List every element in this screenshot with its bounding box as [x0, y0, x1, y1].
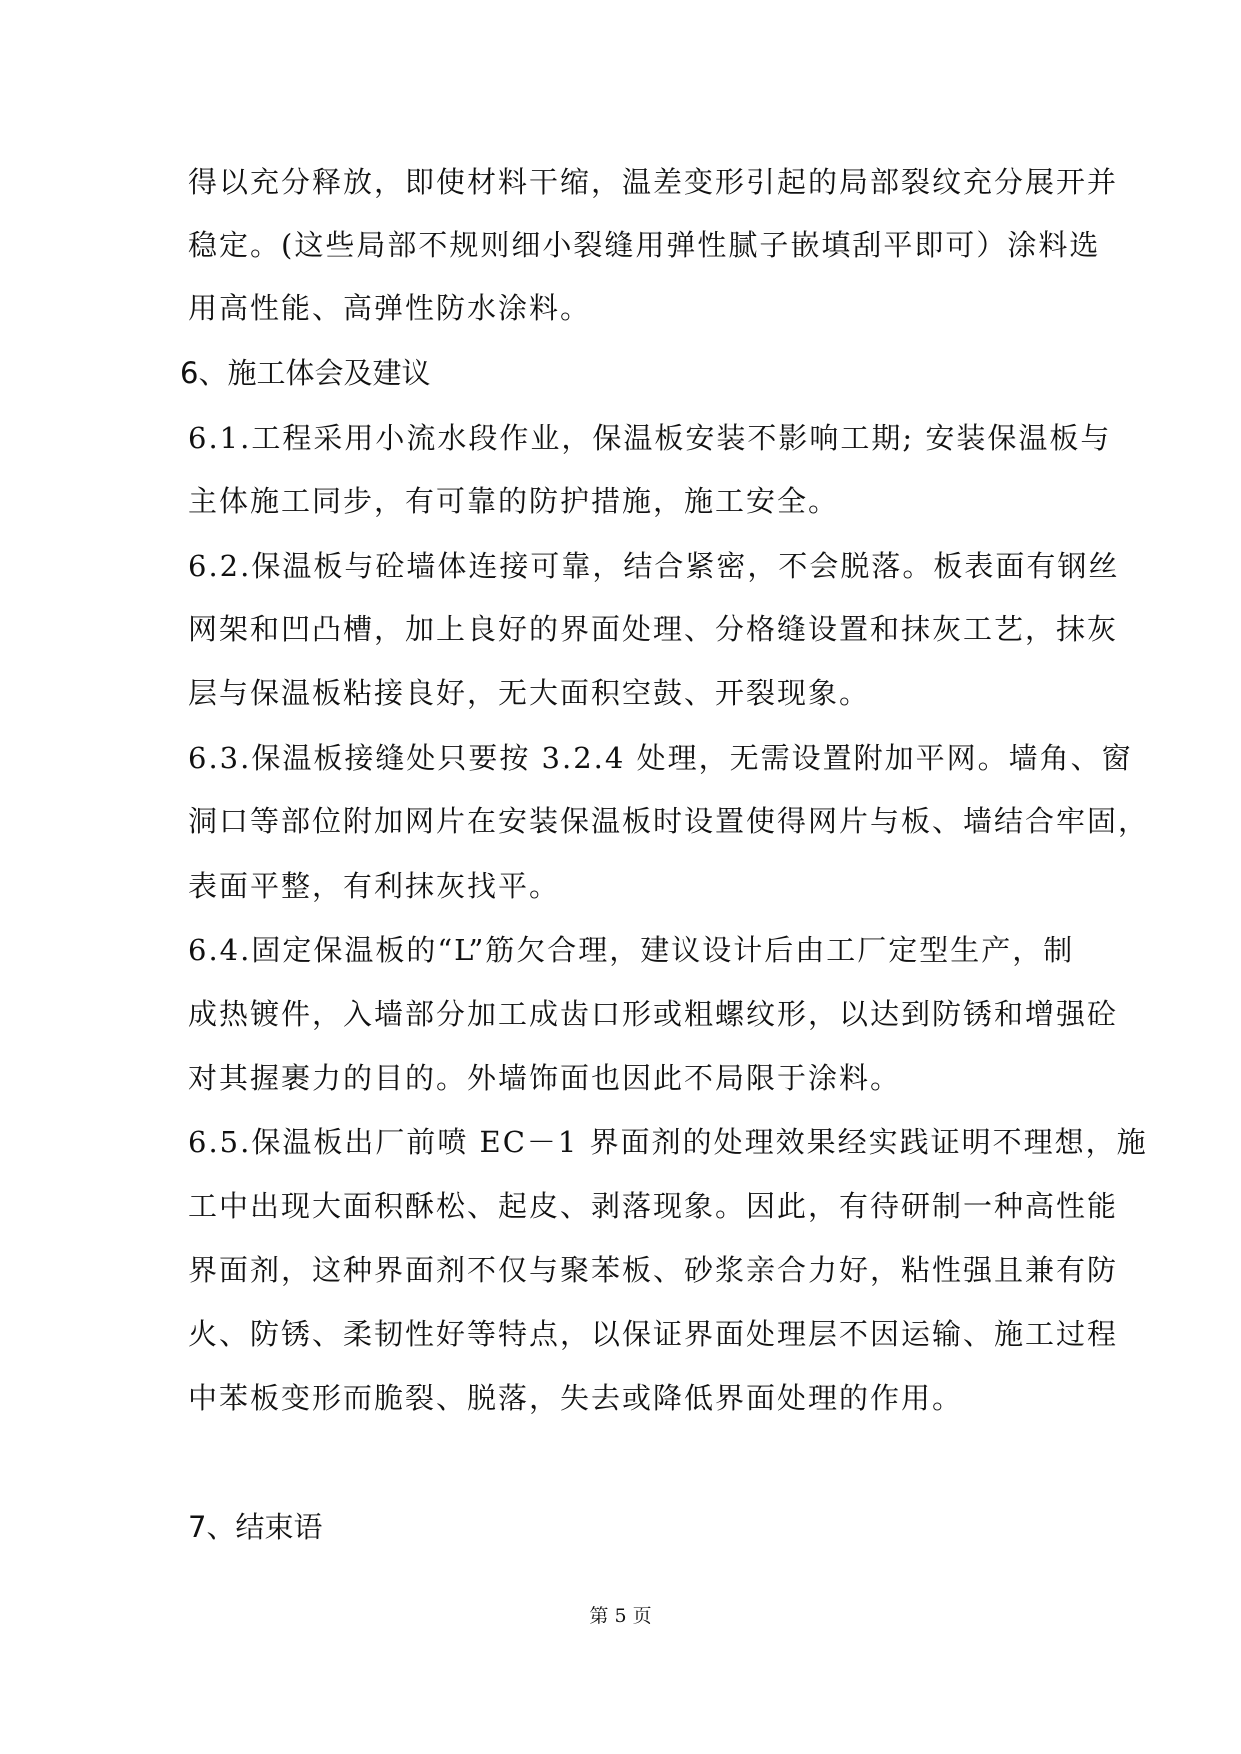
paragraph-line: 成热镀件，入墙部分加工成齿口形或粗螺纹形，以达到防锈和增强砼 — [188, 997, 1119, 1031]
paragraph-line: 6.1.工程采用小流水段作业，保温板安装不影响工期; 安装保温板与 — [188, 421, 1112, 455]
paragraph-line: 6.4.固定保温板的“L”筋欠合理，建议设计后由工厂定型生产，制 — [188, 933, 1075, 967]
paragraph-line: 工中出现大面积酥松、起皮、剥落现象。因此，有待研制一种高性能 — [188, 1189, 1119, 1223]
paragraph-line: 洞口等部位附加网片在安装保温板时设置使得网片与板、墙结合牢固， — [188, 804, 1150, 838]
section-heading-6: 6、施工体会及建议 — [180, 356, 431, 390]
paragraph-line: 网架和凹凸槽，加上良好的界面处理、分格缝设置和抹灰工艺，抹灰 — [188, 612, 1119, 646]
paragraph-line: 火、防锈、柔韧性好等特点，以保证界面处理层不因运输、施工过程 — [188, 1317, 1119, 1351]
paragraph-line: 对其握裹力的目的。外墙饰面也因此不局限于涂料。 — [188, 1061, 902, 1095]
paragraph-line: 界面剂，这种界面剂不仅与聚苯板、砂浆亲合力好，粘性强且兼有防 — [188, 1253, 1119, 1287]
paragraph-line: 主体施工同步，有可靠的防护措施，施工安全。 — [188, 484, 840, 518]
section-heading-7: 7、结束语 — [188, 1510, 323, 1544]
paragraph-line: 中苯板变形而脆裂、脱落，失去或降低界面处理的作用。 — [188, 1381, 964, 1415]
paragraph-line: 得以充分释放，即使材料干缩，温差变形引起的局部裂纹充分展开并 — [188, 165, 1119, 199]
paragraph-line: 用高性能、高弹性防水涂料。 — [188, 291, 592, 325]
paragraph-line: 6.2.保温板与砼墙体连接可靠，结合紧密，不会脱落。板表面有钢丝 — [188, 549, 1120, 583]
paragraph-line: 稳定。(这些局部不规则细小裂缝用弹性腻子嵌填刮平即可）涂料选 — [188, 228, 1101, 262]
page-number: 第 5 页 — [589, 1605, 652, 1627]
paragraph-line: 层与保温板粘接良好，无大面积空鼓、开裂现象。 — [188, 676, 871, 710]
paragraph-line: 表面平整，有利抹灰找平。 — [188, 869, 561, 903]
paragraph-line: 6.3.保温板接缝处只要按 3.2.4 处理，无需设置附加平网。墙角、窗 — [188, 741, 1133, 775]
paragraph-line: 6.5.保温板出厂前喷 EC－1 界面剂的处理效果经实践证明不理想，施 — [188, 1125, 1148, 1159]
